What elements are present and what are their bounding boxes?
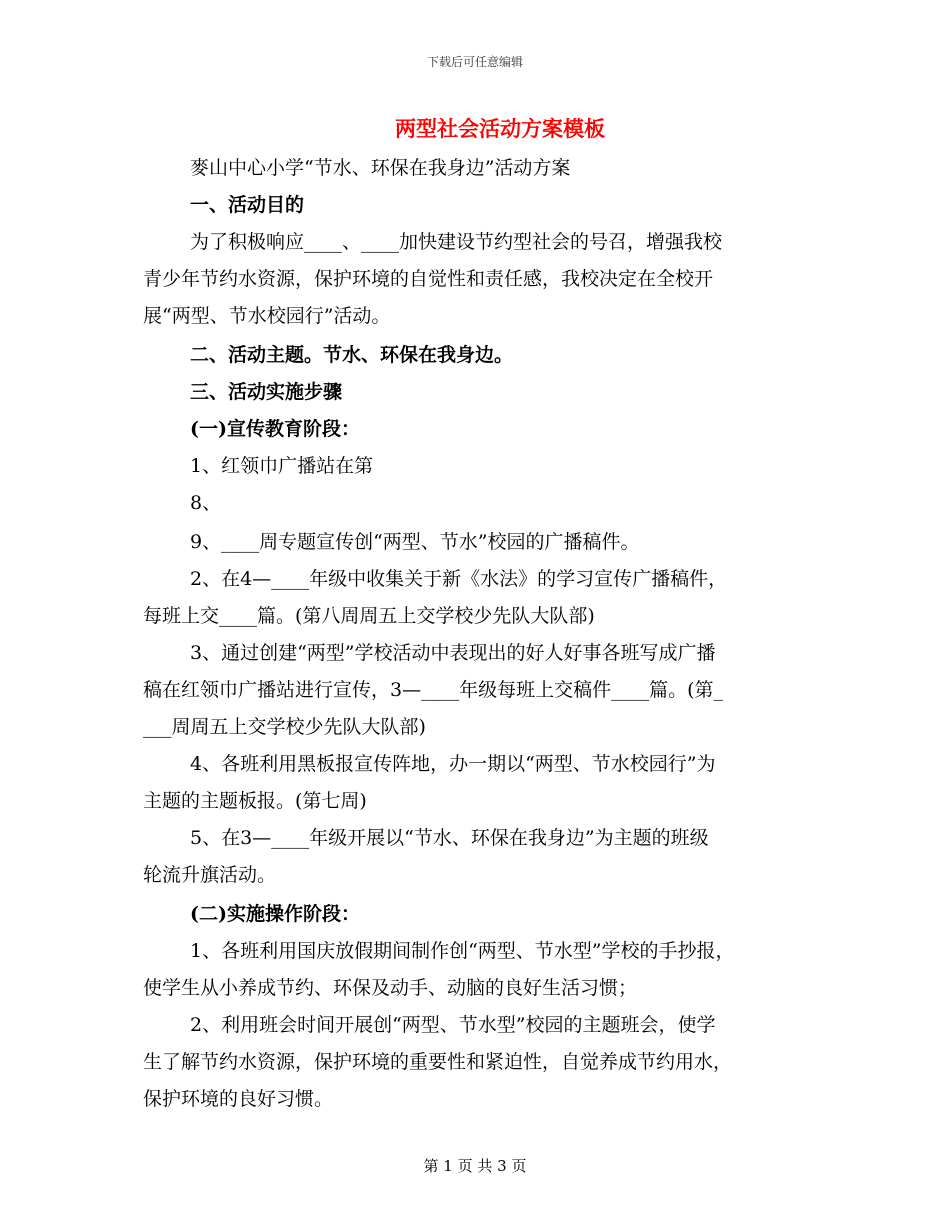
section-heading-steps: 三、活动实施步骤 [190,381,343,403]
list-item-continuation: 主题的主题板报。(第七周) [143,790,367,812]
page-header-note: 下载后可任意编辑 [426,55,523,69]
list-item-continuation: 稿在红领巾广播站进行宣传，3—____年级每班上交稿件____篇。(第_ [143,679,724,701]
document-body [143,150,807,1118]
list-item-continuation: 轮流升旗活动。 [143,864,277,886]
plan-subtitle: 麥山中心小学“节水、环保在我身边”活动方案 [190,157,571,179]
list-item: 8、 [190,492,222,514]
subsection-heading-implementation: (二)实施操作阶段： [190,903,360,925]
page-number: 第 1 页 共 3 页 [423,1157,527,1175]
section-heading-purpose: 一、活动目的 [190,194,305,216]
paragraph-line: 青少年节约水资源，保护环境的自觉性和责任感，我校决定在全校开 [143,268,714,290]
list-item: 9、____周专题宣传创“两型、节水”校园的广播稿件。 [190,531,640,553]
list-item-continuation: 保护环境的良好习惯。 [143,1088,334,1110]
list-item: 5、在3—____年级开展以“节水、环保在我身边”为主题的班级 [190,827,709,849]
paragraph-line: 展“两型、节水校园行”活动。 [143,305,391,327]
list-item-continuation: 生了解节约水资源，保护环境的重要性和紧迫性，自觉养成节约用水， [143,1051,733,1073]
document-title: 两型社会活动方案模板 [395,116,605,141]
list-item: 1、红领巾广播站在第 [190,455,374,477]
list-item: 2、在4—____年级中收集关于新《水法》的学习宣传广播稿件， [190,568,728,590]
list-item-continuation: 每班上交____篇。(第八周周五上交学校少先队大队部) [143,605,595,627]
list-item: 2、利用班会时间开展创“两型、节水型”校园的主题班会，使学 [190,1014,716,1036]
list-item-continuation: 使学生从小养成节约、环保及动手、动脑的良好生活习惯； [143,977,638,999]
list-item-continuation: ___周周五上交学校少先队大队部) [143,716,426,738]
list-item: 3、通过创建“两型”学校活动中表现出的好人好事各班写成广播 [190,642,716,664]
section-heading-theme: 二、活动主题。节水、环保在我身边。 [190,344,514,366]
list-item: 1、各班利用国庆放假期间制作创“两型、节水型”学校的手抄报， [190,940,735,962]
paragraph-line: 为了积极响应____、____加快建设节约型社会的号召，增强我校 [190,231,723,253]
list-item: 4、各班利用黑板报宣传阵地，办一期以“两型、节水校园行”为 [190,753,716,775]
subsection-heading-publicity: (一)宣传教育阶段： [190,418,360,440]
